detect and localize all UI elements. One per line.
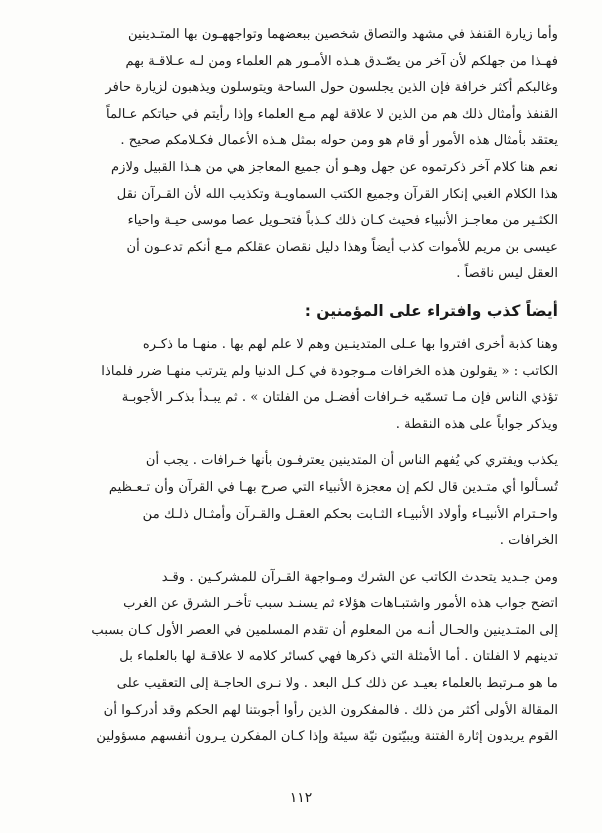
text-line: الكاتب : « يقولون هذه الخرافات مـوجودة في كـل الدنيا ولم يترتب منهـا ضرر فلماذا (101, 363, 558, 379)
text-line: وأما زيارة القنفذ في مشهد والتصاق شخصين ببعضهما وتواجههـون بها المتـدينين (127, 27, 558, 42)
text-line: تُسـألوا أي متـدين قال لكم إن معجزة الأنبياء التي صرح بهـا في القرآن وأن تـعـظيم (108, 479, 558, 495)
text-line: وغالبكم أكثر خرافة فإن الذين يجلسون حول الساحة ويتوسلون ويذهبون لزيارة حافر (105, 80, 558, 96)
text-line: ومن جـديد يتحدث الكاتب عن الشرك ومـواجهة القـرآن للمشركـين . وقـد (161, 569, 558, 585)
text-line: القنفذ وأمثال ذلك هم من الذين لا علاقة لهم مـع العلماء وإذا رأيتم في حياتكم عـالماً (106, 106, 558, 122)
text-line: الكثـير من معاجـز الأنبياء فحيث كـان ذلك كـذباً فتحـويل عصا موسى حيـة واحياء (127, 213, 558, 229)
text-line: نعم هنا كلام آخر ذكرتموه عن جهل وهـو أن جميع المعاجز هي من هـذا القبيل ولازم (110, 159, 558, 175)
paragraph-1 (40, 22, 558, 288)
text-line: يكذب ويفتري كي يُفهم الناس أن المتدينين يعترفـون بأنها خـرافات . يجب أن (145, 453, 558, 469)
text-line: وهنا كذبة أخرى افتروا بها عـلى المتدينـين وهم لا علم لهم بها . منهـا ما ذكـره (142, 336, 558, 352)
text-line: فهـذا من جهلكم لأن آخر من يصّـدق هـذه الأمـور هم العلماء ومن لـه عـلاقـة بهم (125, 53, 558, 69)
paragraph-4 (40, 565, 558, 751)
text-line: تؤذي الناس فإن مـا تسمّيه خـرافات أفضـل من الفلتان » . ثم يبـدأ بذكـر الأجوبـة (121, 390, 558, 406)
section-heading: أيضاً كذب وافتراء على المؤمنين : (304, 301, 558, 320)
text-line: عيسى بن مريم للأموات كذب أيضاً وهذا دليل نقصان عقلكم مـع أنكم تدعـون أن (126, 239, 558, 255)
text-line: إلى المتـدينين والحـال أنـه من المعلوم أن تقدم المسلمين في العصر الأول كـان بسبب (91, 622, 558, 638)
text-line: ويذكر جواباً على هذه النقطة . (395, 416, 558, 432)
text-line: العقل ليس ناقصاً . (456, 266, 558, 282)
text-line: واحـترام الأنبيـاء وأولاد الأنبيـاء الثـابت بحكم العقـل والقـرآن وأمثـال ذلـك من (142, 506, 558, 522)
body-text (40, 22, 558, 751)
text-line: يعتقد بأمثال هذه الأمور أو قام هو ومن حوله بمثل هـذه الأعمال فكـلامكم صحيح . (120, 133, 558, 149)
paragraph-spacer (40, 555, 558, 565)
text-line: ما هو مـرتبط بالعلماء بعيـد عن ذلك كـل البعد . ولا نـرى الحاجـة إلى التعقيب على (116, 676, 558, 692)
text-line: تدينهم لا الفلتان . أما الأمثلة التي ذكرها فهي كسائر كلامه لا علاقـة لها بالعلماء بل (119, 649, 558, 665)
text-line: المقالة الأولى أكثر من ذلك . فالمفكرون الذين رأوا أجوبتنا لهم الحكم وقد أدركـوا أن (103, 702, 558, 718)
paragraph-3 (40, 448, 558, 554)
text-line: هذا الكلام الغبي إنكار القرآن وجميع الكتب السماويـة وتكذيب الله لأن القـرآن نقل (116, 186, 558, 202)
text-line: اتضح جواب هذه الأمور واشتبـاهات هؤلاء ثم يسنـد سبب تأخـر الشرق عن الغرب (123, 596, 558, 612)
paragraph-2 (40, 332, 558, 438)
text-line: القوم يريدون إثارة الفتنة ويبيّتون نيّة سيئة وإذا كـان المفكرن يـرون أنفسهم مسؤولين (96, 729, 558, 745)
text-line: الخرافات . (499, 533, 558, 549)
page-number: ١١٢ (289, 790, 313, 806)
paragraph-spacer (40, 438, 558, 448)
